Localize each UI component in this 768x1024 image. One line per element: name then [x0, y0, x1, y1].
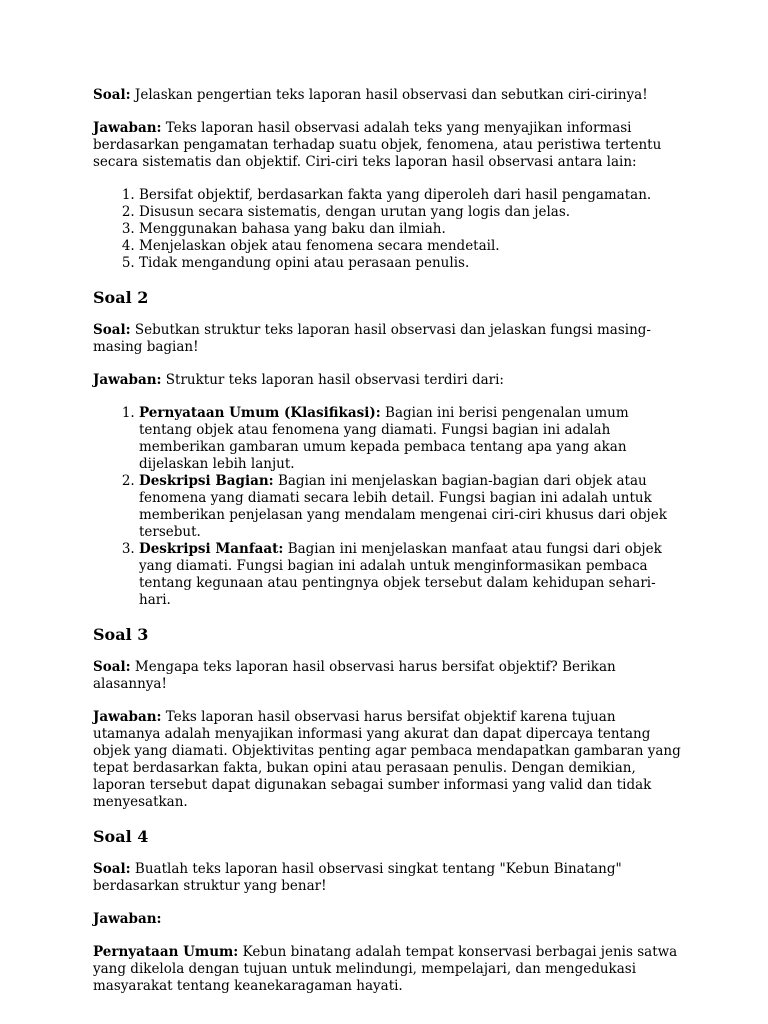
answer-label: Jawaban:	[93, 120, 162, 136]
soal2-question	[93, 322, 683, 356]
list-item	[139, 405, 683, 473]
answer-label: Jawaban:	[93, 709, 162, 725]
question-label: Soal:	[93, 87, 131, 103]
answer-text: Teks laporan hasil observasi adalah teks yang menyajikan informasi berdasarkan pengamatan terhadap suatu objek, fenomena, atau peristiwa tertentu secara sistematis dan objektif. Ciri-ciri teks laporan hasil observasi antara lain:	[93, 120, 662, 170]
item-term: Deskripsi Manfaat:	[139, 541, 284, 557]
question-text: Mengapa teks laporan hasil observasi harus bersifat objektif? Berikan alasannya!	[93, 659, 616, 692]
soal1-characteristics-list	[93, 187, 683, 272]
list-item: 1. Bersifat objektif, berdasarkan fakta yang diperoleh dari hasil pengamatan.	[139, 187, 683, 204]
item-description: Bagian ini berisi pengenalan umum tentang objek atau fenomena yang diamati. Fungsi bagian ini adalah memberikan gambaran umum kepada pembaca tentang apa yang akan dijelaskan lebih lanjut.	[139, 405, 629, 472]
list-item	[139, 473, 683, 541]
soal1-answer	[93, 120, 683, 171]
list-item: 2. Disusun secara sistematis, dengan urutan yang logis dan jelas.	[139, 204, 683, 221]
soal2-heading: Soal 2	[93, 288, 149, 307]
list-item: 5. Tidak mengandung opini atau perasaan penulis.	[139, 255, 683, 272]
soal3-answer	[93, 709, 683, 811]
soal3-question	[93, 659, 683, 693]
soal4-general-statement	[93, 944, 683, 995]
answer-text: Teks laporan hasil observasi harus bersifat objektif karena tujuan utamanya adalah menyajikan informasi yang akurat dan dapat dipercaya tentang objek yang diamati. Objektivitas penting agar pembaca mendapatkan gambaran yang tepat berdasarkan fakta, bukan opini atau perasaan penulis. Dengan demikian, laporan tersebut dapat digunakan sebagai sumber informasi yang valid dan tidak menyesatkan.	[93, 709, 681, 810]
list-item	[139, 541, 683, 609]
question-text: Buatlah teks laporan hasil observasi singkat tentang "Kebun Binatang" berdasarkan struktur yang benar!	[93, 861, 622, 894]
item-term: Pernyataan Umum (Klasifikasi):	[139, 405, 381, 421]
soal1-question	[93, 87, 683, 104]
document-page	[93, 87, 683, 995]
question-text: Sebutkan struktur teks laporan hasil observasi dan jelaskan fungsi masing-masing bagian!	[93, 322, 651, 355]
section-text: Kebun binatang adalah tempat konservasi berbagai jenis satwa yang dikelola dengan tujuan untuk melindungi, mempelajari, dan mengedukasi masyarakat tentang keanekaragaman hayati.	[93, 944, 678, 994]
question-label: Soal:	[93, 659, 131, 675]
soal3-heading: Soal 3	[93, 625, 149, 644]
item-description: Bagian ini menjelaskan bagian-bagian dari objek atau fenomena yang diamati secara lebih detail. Fungsi bagian ini adalah untuk memberikan penjelasan yang mendalam mengenai ciri-ciri khusus dari objek tersebut.	[139, 473, 667, 540]
section-label: Pernyataan Umum:	[93, 944, 239, 960]
soal2-structure-list	[93, 405, 683, 609]
answer-label: Jawaban:	[93, 911, 162, 927]
soal4-question	[93, 861, 683, 895]
question-label: Soal:	[93, 322, 131, 338]
answer-text: Struktur teks laporan hasil observasi terdiri dari:	[165, 372, 504, 388]
question-text: Jelaskan pengertian teks laporan hasil observasi dan sebutkan ciri-cirinya!	[134, 87, 648, 103]
soal4-answer-heading	[93, 911, 683, 928]
soal2-answer	[93, 372, 683, 389]
question-label: Soal:	[93, 861, 131, 877]
soal4-heading: Soal 4	[93, 827, 149, 846]
list-item: 4. Menjelaskan objek atau fenomena secara mendetail.	[139, 238, 683, 255]
item-description: Bagian ini menjelaskan manfaat atau fungsi dari objek yang diamati. Fungsi bagian ini adalah untuk menginformasikan pembaca tentang kegunaan atau pentingnya objek tersebut dalam kehidupan sehari-hari.	[139, 541, 662, 608]
answer-label: Jawaban:	[93, 372, 162, 388]
list-item: 3. Menggunakan bahasa yang baku dan ilmiah.	[139, 221, 683, 238]
item-term: Deskripsi Bagian:	[139, 473, 274, 489]
